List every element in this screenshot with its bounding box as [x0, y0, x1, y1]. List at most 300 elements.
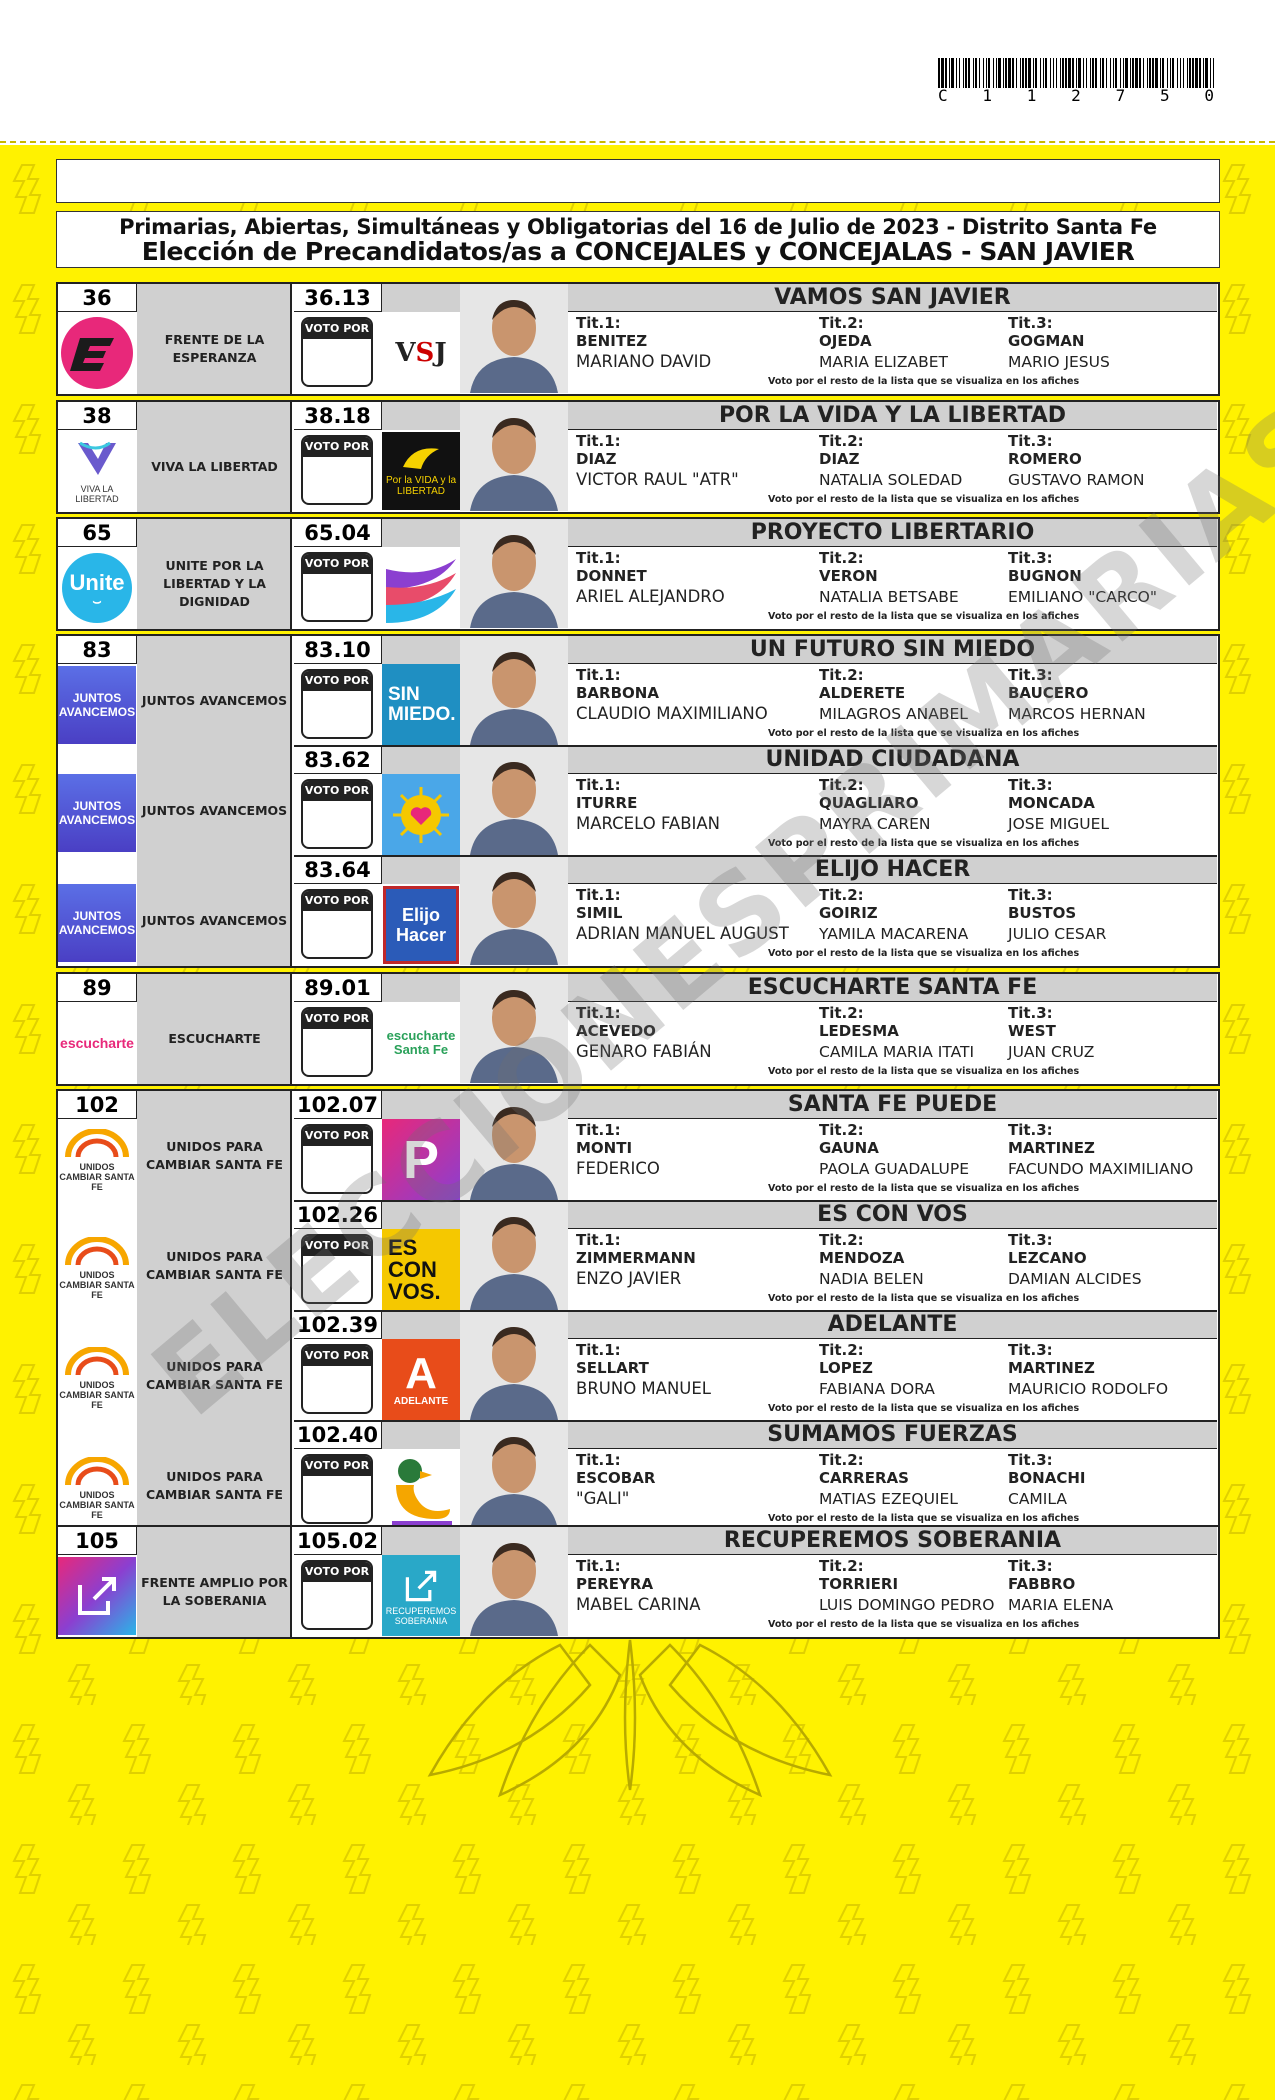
candidate-first-name: ENZO JAVIER: [576, 1269, 682, 1288]
ballot-header: [56, 211, 1220, 268]
logo-text: Unite: [69, 570, 125, 595]
vote-label: VOTO POR: [303, 1009, 371, 1029]
list-footnote: Voto por el resto de la lista que se visualiza en los afiches: [768, 728, 1080, 739]
candidate-1: [576, 1122, 660, 1180]
logo-text: escucharte: [60, 1035, 134, 1051]
logo-text: UNIDOS CAMBIAR SANTA FE: [59, 1269, 135, 1300]
barcode-bar: [1060, 58, 1061, 88]
candidate-first-name: MAURICIO RODOLFO: [1008, 1380, 1169, 1398]
party-number: 102: [58, 1091, 137, 1119]
barcode-bar: [1183, 58, 1184, 88]
elijo-hacer-logo: [382, 884, 460, 965]
list-footnote: Voto por el resto de la lista que se visualiza en los afiches: [768, 1619, 1080, 1630]
barcode-bar: [1102, 58, 1104, 88]
candidate-last-name: DIAZ: [819, 450, 860, 468]
candidate-1: [576, 1558, 700, 1616]
candidate-first-name: NATALIA BETSABE: [819, 588, 959, 606]
barcode-bar: [1213, 58, 1214, 88]
list-number: 102.39: [294, 1311, 382, 1339]
list-name: ADELANTE: [568, 1311, 1217, 1339]
candidate-label: Tit.3:: [1008, 314, 1053, 332]
candidate-last-name: WEST: [1008, 1022, 1056, 1040]
candidate-3: [1008, 1342, 1168, 1400]
logo-text: UNIDOS CAMBIAR SANTA FE: [59, 1379, 135, 1410]
candidate-first-name: VICTOR RAUL "ATR": [576, 470, 739, 489]
candidate-first-name: MARCELO FABIAN: [576, 814, 721, 833]
candidate-label: Tit.2:: [819, 776, 864, 794]
vote-label: VOTO POR: [303, 891, 371, 911]
list-name: SANTA FE PUEDE: [568, 1091, 1217, 1119]
candidate-first-name: LUIS DOMINGO PEDRO: [819, 1596, 995, 1614]
logo-text: ADELANTE: [393, 1396, 449, 1407]
barcode-bar: [1025, 58, 1027, 88]
candidate-photo: [460, 519, 568, 628]
vote-label: VOTO POR: [303, 1126, 371, 1146]
party-group: [56, 282, 1220, 396]
vote-label: VOTO POR: [303, 1456, 371, 1476]
list-logo-header: [382, 636, 460, 664]
barcode-number: [938, 86, 1216, 105]
candidate-last-name: QUAGLIARO: [819, 794, 919, 812]
logo-text: escucharte Santa Fe: [386, 1027, 456, 1057]
barcode-bar: [951, 58, 954, 88]
list-row: [58, 1527, 1217, 1636]
candidate-photo: [460, 402, 568, 511]
candidate-label: Tit.1:: [576, 1451, 621, 1469]
candidate-first-name: ADRIAN MANUEL AUGUST: [576, 924, 789, 943]
party-number: 65: [58, 519, 137, 547]
candidate-first-name: CAMILA MARIA ITATI: [819, 1043, 975, 1061]
logo-text: RECUPEREMOS SOBERANIA: [385, 1605, 457, 1626]
vote-box[interactable]: [301, 779, 373, 849]
candidate-photo: [460, 284, 568, 393]
candidate-label: Tit.2:: [819, 666, 864, 684]
list-footnote: Voto por el resto de la lista que se visualiza en los afiches: [768, 1066, 1080, 1077]
candidate-last-name: BUSTOS: [1008, 904, 1077, 922]
barcode-bar: [1192, 58, 1194, 88]
barcode-bar: [941, 58, 944, 88]
candidate-first-name: ARIEL ALEJANDRO: [576, 587, 725, 606]
candidate-last-name: SELLART: [576, 1359, 649, 1377]
candidate-last-name: TORRIERI: [819, 1575, 899, 1593]
vote-label: VOTO POR: [303, 781, 371, 801]
list-footnote: Voto por el resto de la lista que se visualiza en los afiches: [768, 1403, 1080, 1414]
candidate-last-name: ESCOBAR: [576, 1469, 656, 1487]
barcode-bar: [1205, 58, 1208, 88]
candidate-2: [819, 1342, 935, 1400]
list-number: 83.10: [294, 636, 382, 664]
list-footnote: Voto por el resto de la lista que se visualiza en los afiches: [768, 611, 1080, 622]
candidate-first-name: FEDERICO: [576, 1159, 660, 1178]
barcode-bar: [1053, 58, 1054, 88]
candidate-1: [576, 433, 739, 491]
candidate-label: Tit.3:: [1008, 1121, 1053, 1139]
party-name: ESCUCHARTE: [168, 1030, 261, 1046]
watermark: ELECCIONESPRIMARIAS: [130, 378, 1275, 1441]
logo-text: VIVA LA LIBERTAD: [75, 483, 119, 504]
list-logo-header: [382, 284, 460, 312]
candidate-first-name: NATALIA SOLEDAD: [819, 471, 963, 489]
barcode-bar: [1180, 58, 1181, 88]
barcode-bar: [1135, 58, 1138, 88]
candidate-first-name: MARIA ELIZABET: [819, 353, 948, 371]
list-name: PROYECTO LIBERTARIO: [568, 519, 1217, 547]
logo-text: JUNTOS AVANCEMOS: [58, 909, 136, 937]
party-name: UNIDOS PARA CAMBIAR SANTA FE: [146, 1248, 283, 1282]
perforation-line: [0, 141, 1275, 143]
list-number: 102.26: [294, 1201, 382, 1229]
barcode: [938, 58, 1216, 88]
list-footnote: Voto por el resto de la lista que se visualiza en los afiches: [768, 838, 1080, 849]
list-number: 105.02: [294, 1527, 382, 1555]
candidate-first-name: DAMIAN ALCIDES: [1008, 1270, 1142, 1288]
logo-text: Por la VIDA y la LIBERTAD: [385, 474, 457, 497]
candidate-first-name: PAOLA GUADALUPE: [819, 1160, 969, 1178]
barcode-bar: [1210, 58, 1211, 88]
barcode-bar: [1155, 58, 1158, 88]
candidate-last-name: MARTINEZ: [1008, 1139, 1095, 1157]
candidate-3: [1008, 887, 1106, 945]
candidate-label: Tit.1:: [576, 666, 621, 684]
vote-box[interactable]: [301, 669, 373, 739]
candidate-label: Tit.2:: [819, 1557, 864, 1575]
candidate-first-name: BRUNO MANUEL: [576, 1379, 711, 1398]
candidate-first-name: GENARO FABIÁN: [576, 1042, 712, 1061]
barcode-char: 5: [1159, 86, 1172, 105]
barcode-bar: [1050, 58, 1051, 88]
candidate-first-name: MABEL CARINA: [576, 1595, 701, 1614]
candidate-label: Tit.1:: [576, 776, 621, 794]
barcode-bar: [1195, 58, 1198, 88]
row-separator: [294, 1420, 1217, 1422]
barcode-bar: [1005, 58, 1007, 88]
candidate-first-name: MARIO JESUS: [1008, 353, 1110, 371]
party-name: JUNTOS AVANCEMOS: [141, 692, 288, 708]
list-name: ELIJO HACER: [568, 856, 1217, 884]
list-logo-header: [382, 746, 460, 774]
barcode-bar: [1043, 58, 1044, 88]
candidate-3: [1008, 1232, 1142, 1290]
header-line-1: Primarias, Abiertas, Simultáneas y Obligatorias del 16 de Julio de 2023 - Distrito Santa Fe: [119, 215, 1157, 239]
list-number: 38.18: [294, 402, 382, 430]
candidate-photo: [460, 856, 568, 965]
list-footnote: Voto por el resto de la lista que se visualiza en los afiches: [768, 494, 1080, 505]
party-number: 36: [58, 284, 137, 312]
barcode-bar: [993, 58, 994, 88]
candidate-last-name: ROMERO: [1008, 450, 1082, 468]
candidate-last-name: MONCADA: [1008, 794, 1095, 812]
barcode-bar: [1160, 58, 1161, 88]
barcode-bar: [949, 58, 950, 88]
candidate-last-name: PEREYRA: [576, 1575, 654, 1593]
por-la-vida-logo: [382, 430, 460, 511]
barcode-bar: [1187, 58, 1188, 88]
candidate-photo: [460, 1421, 568, 1530]
unidad-ciudadana-logo: [382, 774, 460, 855]
list-row: [58, 1421, 1217, 1530]
barcode-char: 1: [982, 86, 995, 105]
candidate-photo: [460, 1311, 568, 1420]
barcode-bar: [1170, 58, 1171, 88]
candidate-last-name: VERON: [819, 567, 878, 585]
barcode-bar: [959, 58, 960, 88]
barcode-bar: [938, 58, 940, 88]
list-logo-header: [382, 1311, 460, 1339]
barcode-bar: [1022, 58, 1024, 88]
list-footnote: Voto por el resto de la lista que se visualiza en los afiches: [768, 1183, 1080, 1194]
candidate-last-name: LEDESMA: [819, 1022, 899, 1040]
party-name: UNIDOS PARA CAMBIAR SANTA FE: [146, 1138, 283, 1172]
candidate-label: Tit.3:: [1008, 1557, 1053, 1575]
party-number: 105: [58, 1527, 137, 1555]
candidate-photo: [460, 1527, 568, 1636]
logo-text: UNIDOS CAMBIAR SANTA FE: [59, 1489, 135, 1520]
candidate-1: [576, 550, 725, 608]
candidate-label: Tit.2:: [819, 1231, 864, 1249]
candidate-last-name: BAUCERO: [1008, 684, 1089, 702]
list-logo-header: [382, 1421, 460, 1449]
candidate-label: Tit.3:: [1008, 1004, 1053, 1022]
barcode-bar: [956, 58, 957, 88]
barcode-char: 0: [1204, 86, 1216, 105]
escucharte-santa-fe-logo: [382, 1002, 460, 1083]
list-name: POR LA VIDA Y LA LIBERTAD: [568, 402, 1217, 430]
candidate-label: Tit.2:: [819, 549, 864, 567]
candidate-last-name: GOIRIZ: [819, 904, 878, 922]
candidate-first-name: CLAUDIO MAXIMILIANO: [576, 704, 768, 723]
barcode-bar: [1062, 58, 1064, 88]
unite-logo: Unite ⌣: [58, 549, 136, 627]
vote-label: VOTO POR: [303, 1346, 371, 1366]
candidate-3: [1008, 777, 1109, 835]
barcode-bar: [1083, 58, 1084, 88]
logo-text: JUNTOS AVANCEMOS: [58, 691, 136, 719]
candidate-last-name: ZIMMERMANN: [576, 1249, 696, 1267]
candidate-3: [1008, 1005, 1094, 1063]
barcode-bar: [1189, 58, 1191, 88]
barcode-bar: [1162, 58, 1164, 88]
barcode-bar: [1033, 58, 1034, 88]
barcode-bar: [996, 58, 997, 88]
sumamos-fuerzas-logo: [382, 1449, 460, 1530]
sin-miedo-logo: [382, 664, 460, 745]
candidate-first-name: MAYRA CAREN: [819, 815, 931, 833]
candidate-last-name: ALDERETE: [819, 684, 906, 702]
barcode-bar: [973, 58, 974, 88]
barcode-bar: [1120, 58, 1121, 88]
candidate-last-name: DONNET: [576, 567, 647, 585]
vote-box[interactable]: [301, 552, 373, 622]
candidate-label: Tit.1:: [576, 1121, 621, 1139]
party-name: JUNTOS AVANCEMOS: [141, 802, 288, 818]
barcode-bar: [945, 58, 947, 88]
party-group: [56, 1525, 1220, 1639]
logo-text: P: [402, 1129, 440, 1190]
list-logo-header: [382, 1527, 460, 1555]
candidate-label: Tit.1:: [576, 1557, 621, 1575]
candidate-last-name: BENITEZ: [576, 332, 648, 350]
candidate-label: Tit.3:: [1008, 886, 1053, 904]
candidate-label: Tit.3:: [1008, 1451, 1053, 1469]
candidate-3: [1008, 1558, 1113, 1616]
barcode-bar: [1123, 58, 1124, 88]
candidate-3: [1008, 1122, 1193, 1180]
barcode-bar: [983, 58, 984, 88]
barcode-bar: [1008, 58, 1011, 88]
candidate-label: Tit.2:: [819, 1121, 864, 1139]
candidate-last-name: BUGNON: [1008, 567, 1082, 585]
vote-label: VOTO POR: [303, 671, 371, 691]
vote-box[interactable]: [301, 317, 373, 387]
candidate-last-name: SIMIL: [576, 904, 623, 922]
candidate-1: [576, 1452, 655, 1510]
barcode-bar: [1110, 58, 1111, 88]
list-name: VAMOS SAN JAVIER: [568, 284, 1217, 312]
candidate-last-name: MARTINEZ: [1008, 1359, 1095, 1377]
barcode-bar: [1078, 58, 1081, 88]
vote-label: VOTO POR: [303, 319, 371, 339]
candidate-first-name: MARIANO DAVID: [576, 352, 712, 371]
list-name: UN FUTURO SIN MIEDO: [568, 636, 1217, 664]
vote-box[interactable]: [301, 1454, 373, 1524]
list-footnote: Voto por el resto de la lista que se visualiza en los afiches: [768, 1293, 1080, 1304]
list-row: [58, 1091, 1217, 1200]
list-number: 83.64: [294, 856, 382, 884]
candidate-first-name: FABIANA DORA: [819, 1380, 935, 1398]
ballot: [0, 145, 1275, 2100]
party-number: 83: [58, 636, 137, 664]
list-logo-header: [382, 402, 460, 430]
barcode-bar: [1065, 58, 1067, 88]
candidate-photo: [460, 636, 568, 745]
barcode-bar: [1035, 58, 1037, 88]
barcode-bar: [1095, 58, 1097, 88]
candidate-last-name: BARBONA: [576, 684, 659, 702]
barcode-bar: [1106, 58, 1107, 88]
vote-box[interactable]: [301, 1007, 373, 1077]
candidate-first-name: FACUNDO MAXIMILIANO: [1008, 1160, 1194, 1178]
list-row: [58, 284, 1217, 393]
candidate-label: Tit.3:: [1008, 432, 1053, 450]
vote-box[interactable]: [301, 889, 373, 959]
list-name: SUMAMOS FUERZAS: [568, 1421, 1217, 1449]
candidate-last-name: MONTI: [576, 1139, 633, 1157]
candidate-first-name: MILAGROS ANABEL: [819, 705, 968, 723]
barcode-bar: [1092, 58, 1094, 88]
logo-text: Elijo Hacer: [395, 904, 447, 945]
vote-label: VOTO POR: [303, 554, 371, 574]
candidate-label: Tit.3:: [1008, 549, 1053, 567]
candidate-first-name: MATIAS EZEQUIEL: [819, 1490, 958, 1508]
candidate-1: [576, 315, 711, 373]
barcode-bar: [1147, 58, 1148, 88]
candidate-label: Tit.2:: [819, 432, 864, 450]
candidate-last-name: FABBRO: [1008, 1575, 1076, 1593]
barcode-bar: [1072, 58, 1074, 88]
candidate-label: Tit.2:: [819, 886, 864, 904]
barcode-bar: [1020, 58, 1021, 88]
barcode-bar: [1040, 58, 1041, 88]
barcode-char: 1: [1026, 86, 1039, 105]
candidate-last-name: LOPEZ: [819, 1359, 873, 1377]
barcode-bar: [1177, 58, 1178, 88]
candidate-first-name: "GALI": [576, 1489, 630, 1508]
list-number: 83.62: [294, 746, 382, 774]
barcode-bar: [963, 58, 964, 88]
list-number: 65.04: [294, 519, 382, 547]
list-footnote: Voto por el resto de la lista que se visualiza en los afiches: [768, 948, 1080, 959]
list-name: ESCUCHARTE SANTA FE: [568, 974, 1217, 1002]
blank-box: [56, 159, 1220, 203]
barcode-bar: [965, 58, 967, 88]
list-number: 102.07: [294, 1091, 382, 1119]
list-name: RECUPEREMOS SOBERANIA: [568, 1527, 1217, 1555]
party-name: UNIDOS PARA CAMBIAR SANTA FE: [146, 1358, 283, 1392]
barcode-bar: [1199, 58, 1201, 88]
barcode-bar: [986, 58, 987, 88]
logo-text: UNIDOS CAMBIAR SANTA FE: [59, 1161, 135, 1192]
barcode-bar: [998, 58, 1001, 88]
barcode-bar: [988, 58, 990, 88]
barcode-bar: [1113, 58, 1114, 88]
barcode-bar: [1132, 58, 1134, 88]
barcode-bar: [975, 58, 977, 88]
logo-text: ES CON VOS.: [388, 1234, 441, 1304]
candidate-label: Tit.1:: [576, 1341, 621, 1359]
candidate-first-name: JULIO CESAR: [1008, 925, 1107, 943]
row-separator: [294, 1310, 1217, 1312]
barcode-bar: [968, 58, 970, 88]
candidate-photo: [460, 746, 568, 855]
barcode-bar: [1003, 58, 1004, 88]
vote-box[interactable]: [301, 435, 373, 505]
candidate-label: Tit.1:: [576, 549, 621, 567]
list-footnote: Voto por el resto de la lista que se visualiza en los afiches: [768, 376, 1080, 387]
candidate-first-name: JOSE MIGUEL: [1008, 815, 1110, 833]
candidate-2: [819, 550, 959, 608]
recuperemos-soberania-logo: [382, 1555, 460, 1636]
list-row: [58, 402, 1217, 511]
candidate-label: Tit.2:: [819, 314, 864, 332]
barcode-bar: [1172, 58, 1174, 88]
candidate-last-name: ACEVEDO: [576, 1022, 656, 1040]
barcode-bar: [979, 58, 980, 88]
candidate-last-name: ITURRE: [576, 794, 638, 812]
candidate-label: Tit.2:: [819, 1341, 864, 1359]
candidate-2: [819, 1122, 969, 1180]
barcode-char: 2: [1071, 86, 1083, 105]
candidate-last-name: OJEDA: [819, 332, 872, 350]
list-name: ES CON VOS: [568, 1201, 1217, 1229]
barcode-char: 7: [1115, 86, 1128, 105]
candidate-first-name: CAMILA: [1008, 1490, 1067, 1508]
candidate-2: [819, 315, 948, 373]
vote-label: VOTO POR: [303, 437, 371, 457]
candidate-label: Tit.1:: [576, 314, 621, 332]
barcode-bar: [1100, 58, 1101, 88]
candidate-first-name: MARCOS HERNAN: [1008, 705, 1146, 723]
party-number: 38: [58, 402, 137, 430]
party-group: [56, 400, 1220, 514]
list-footnote: Voto por el resto de la lista que se visualiza en los afiches: [768, 1513, 1080, 1524]
list-logo-header: [382, 856, 460, 884]
candidate-first-name: MARIA ELENA: [1008, 1596, 1114, 1614]
candidate-2: [819, 1232, 924, 1290]
vote-box[interactable]: [301, 1560, 373, 1630]
candidate-1: [576, 667, 768, 725]
barcode-bar: [1149, 58, 1151, 88]
candidate-last-name: DIAZ: [576, 450, 617, 468]
